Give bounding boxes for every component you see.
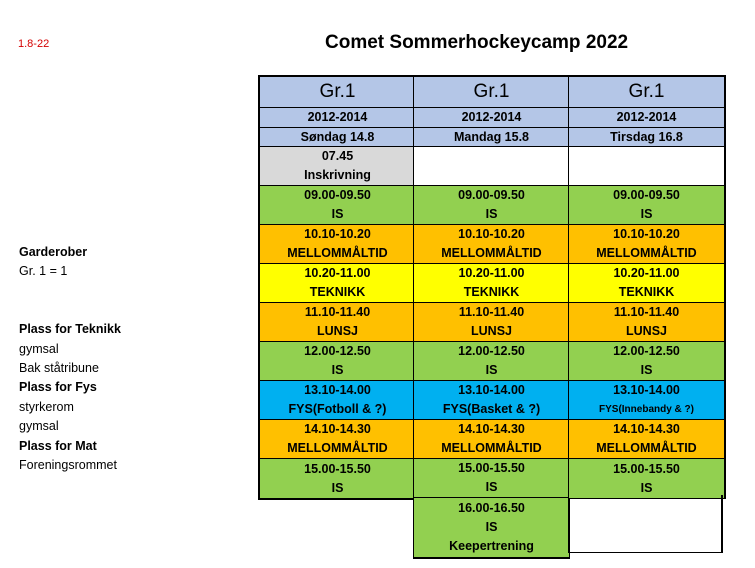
day-date: Mandag 15.8 (414, 128, 569, 148)
block-label: TEKNIKK (309, 285, 366, 299)
schedule-block-lunch (569, 303, 724, 342)
block-label: MELLOMMÅLTID (441, 441, 542, 455)
schedule-block-ice (414, 342, 569, 381)
sidebar-group-assign: Gr. 1 = 1 (19, 264, 68, 278)
schedule-block-snack (260, 420, 415, 459)
schedule-block-fys (414, 381, 569, 420)
schedule-block-keeper (414, 498, 569, 557)
birth-years: 2012-2014 (569, 108, 724, 128)
schedule-block-ice (569, 342, 724, 381)
block-time: 10.20-11.00 (458, 266, 525, 280)
block-time: 10.10-10.20 (304, 227, 371, 241)
schedule-block-snack (569, 420, 724, 459)
block-label: Inskrivning (304, 168, 371, 182)
schedule-block-ice (414, 459, 569, 498)
schedule-block-fys (260, 381, 415, 420)
block-label: MELLOMMÅLTID (287, 441, 388, 455)
day-column-monday (413, 75, 570, 559)
block-extra: Keepertrening (449, 538, 534, 553)
schedule-block-fys (569, 381, 724, 420)
block-label: FYS(Fotboll & ?) (288, 402, 387, 416)
block-time: 12.00-12.50 (304, 344, 371, 358)
day-column-tuesday (568, 75, 726, 499)
sidebar-plass-teknikk: Plass for Teknikk (19, 322, 121, 336)
birth-years: 2012-2014 (260, 108, 415, 128)
schedule-block-ice (569, 186, 724, 225)
block-time: 10.10-10.20 (613, 227, 680, 241)
block-label: IS (485, 480, 498, 494)
block-time: 11.10-11.40 (613, 305, 680, 319)
sidebar-plass-fys: Plass for Fys (19, 380, 97, 394)
block-label: LUNSJ (471, 324, 512, 338)
block-label: FYS(Basket & ?) (442, 402, 541, 416)
block-time: 14.10-14.30 (458, 422, 525, 436)
group-header: Gr.1 (414, 77, 569, 108)
schedule-block-ice (260, 459, 415, 498)
block-label: IS (640, 480, 653, 495)
block-label: IS (331, 363, 344, 377)
block-label: LUNSJ (317, 324, 358, 338)
sidebar-styrkerom: styrkerom (19, 400, 74, 414)
block-label: IS (331, 207, 344, 221)
block-time: 12.00-12.50 (458, 344, 525, 358)
group-header: Gr.1 (260, 77, 415, 108)
block-label: LUNSJ (626, 324, 667, 338)
day-date: Søndag 14.8 (260, 128, 415, 148)
day-date: Tirsdag 16.8 (569, 128, 724, 148)
block-time: 11.10-11.40 (458, 305, 525, 319)
day-column-sunday (258, 75, 416, 500)
block-time: 09.00-09.50 (458, 188, 525, 202)
schedule-block-ice (569, 459, 724, 498)
page-title: Comet Sommerhockeycamp 2022 (325, 32, 629, 53)
block-time: 15.00-15.50 (304, 461, 371, 476)
schedule-block-technique (260, 264, 415, 303)
block-time: 11.10-11.40 (304, 305, 371, 319)
block-time: 15.00-15.50 (613, 461, 680, 476)
schedule-block-ice (414, 186, 569, 225)
block-time: 15.00-15.50 (458, 461, 525, 475)
birth-years: 2012-2014 (414, 108, 569, 128)
schedule-block-checkin (260, 147, 415, 186)
sidebar-gymsal-2: gymsal (19, 419, 59, 433)
block-time: 12.00-12.50 (613, 344, 680, 358)
block-label: IS (640, 207, 653, 221)
schedule-block-technique (414, 264, 569, 303)
block-time: 10.20-11.00 (304, 266, 371, 280)
block-time: 13.10-14.00 (613, 383, 680, 397)
block-time: 14.10-14.30 (613, 422, 680, 436)
block-label: MELLOMMÅLTID (441, 246, 542, 260)
block-label: IS (485, 363, 498, 377)
block-time: 09.00-09.50 (613, 188, 680, 202)
schedule-block-empty (569, 147, 724, 186)
block-label: IS (485, 207, 498, 221)
block-label: MELLOMMÅLTID (287, 246, 388, 260)
schedule-block-lunch (260, 303, 415, 342)
schedule-block-ice (260, 186, 415, 225)
block-label: IS (640, 363, 653, 377)
schedule-block-snack (569, 225, 724, 264)
schedule-block-ice (260, 342, 415, 381)
block-label: IS (485, 519, 498, 534)
block-time: 07.45 (321, 149, 354, 163)
block-time: 10.10-10.20 (458, 227, 525, 241)
block-time: 13.10-14.00 (304, 383, 371, 397)
date-mark: 1.8-22 (18, 38, 50, 50)
empty-cell (568, 495, 723, 553)
schedule-block-lunch (414, 303, 569, 342)
block-time: 09.00-09.50 (304, 188, 371, 202)
sidebar-foreningsrommet: Foreningsrommet (19, 458, 117, 472)
sidebar-garderober: Garderober (19, 245, 88, 259)
schedule-block-empty (414, 147, 569, 186)
schedule-block-snack (260, 225, 415, 264)
group-header: Gr.1 (569, 77, 724, 108)
schedule-block-snack (414, 420, 569, 459)
block-label: TEKNIKK (463, 285, 520, 299)
block-time: 10.20-11.00 (613, 266, 680, 280)
schedule-block-snack (414, 225, 569, 264)
block-time: 14.10-14.30 (304, 422, 371, 436)
sidebar-bak-statribune: Bak ståtribune (19, 361, 99, 375)
block-label: IS (331, 480, 344, 495)
block-time: 16.00-16.50 (458, 500, 525, 515)
block-time: 13.10-14.00 (458, 383, 525, 397)
schedule-block-technique (569, 264, 724, 303)
sidebar-plass-mat: Plass for Mat (19, 439, 97, 453)
block-label: FYS(Innebandy & ?) (599, 404, 694, 415)
block-label: TEKNIKK (618, 285, 675, 299)
block-label: MELLOMMÅLTID (596, 441, 697, 455)
block-label: MELLOMMÅLTID (596, 246, 697, 260)
sidebar-gymsal-1: gymsal (19, 342, 59, 356)
